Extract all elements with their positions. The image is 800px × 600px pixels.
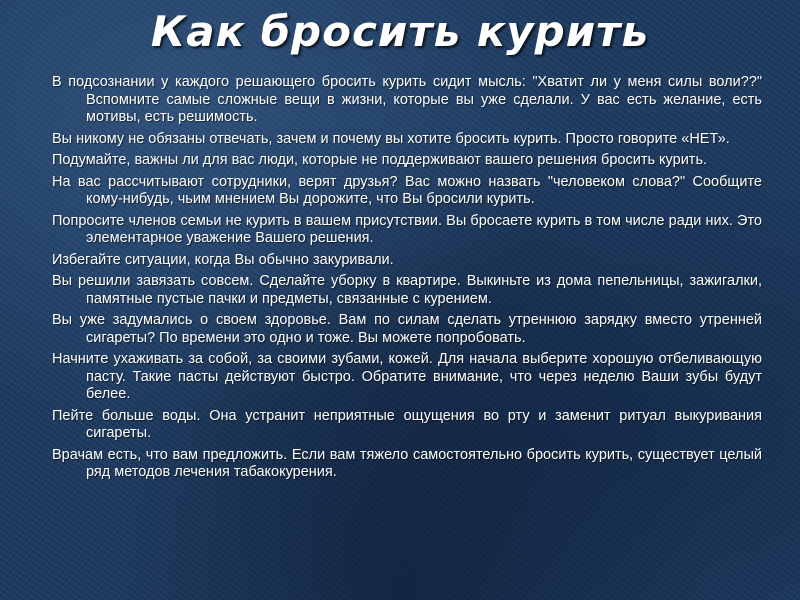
- paragraph-6: Избегайте ситуации, когда Вы обычно закуривали.: [52, 251, 394, 268]
- paragraph-1: В подсознании у каждого решающего бросить курить сидит мысль: "Хватит ли у меня силы воли??" Вспомните самые сложные вещи в жизни, которые вы уже сделали. У вас есть желание, есть мотивы, есть решимость.: [52, 74, 762, 125]
- paragraph-7: Вы решили завязать совсем. Сделайте уборку в квартире. Выкиньте из дома пепельницы, зажигалки, памятные пустые пачки и предметы, связанные с курением.: [52, 273, 762, 307]
- paragraph-8: Вы уже задумались о своем здоровье. Вам по силам сделать утреннюю зарядку вместо утренней сигареты? По времени это одно и тоже. Вы можете попробовать.: [52, 312, 762, 346]
- paragraph-11: Врачам есть, что вам предложить. Если вам тяжело самостоятельно бросить курить, существует целый ряд методов лечения табакокурения.: [52, 446, 762, 480]
- slide-body: [52, 74, 762, 486]
- paragraph-10: Пейте больше воды. Она устранит неприятные ощущения во рту и заменит ритуал выкуривания сигареты.: [52, 407, 762, 441]
- paragraph-3: Подумайте, важны ли для вас люди, которые не поддерживают вашего решения бросить курить.: [52, 152, 708, 168]
- paragraph-5: Попросите членов семьи не курить в вашем присутствии. Вы бросаете курить в том числе ради них. Это элементарное уважение Вашего решения.: [52, 212, 762, 246]
- paragraph-2: Вы никому не обязаны отвечать, зачем и почему вы хотите бросить курить. Просто говорите «НЕТ».: [52, 130, 730, 147]
- paragraph-9: Начните ухаживать за собой, за своими зубами, кожей. Для начала выберите хорошую отбеливающую пасту. Такие пасты действуют быстро. Обратите внимание, что через неделю Ваши зубы будут белее.: [52, 351, 762, 402]
- slide-title: Как бросить курить: [150, 7, 650, 56]
- paragraph-4: На вас рассчитывают сотрудники, верят друзья? Вас можно назвать "человеком слова?" Сообщите кому-нибудь, чьим мнением Вы дорожите, что Вы бросили курить.: [52, 173, 762, 207]
